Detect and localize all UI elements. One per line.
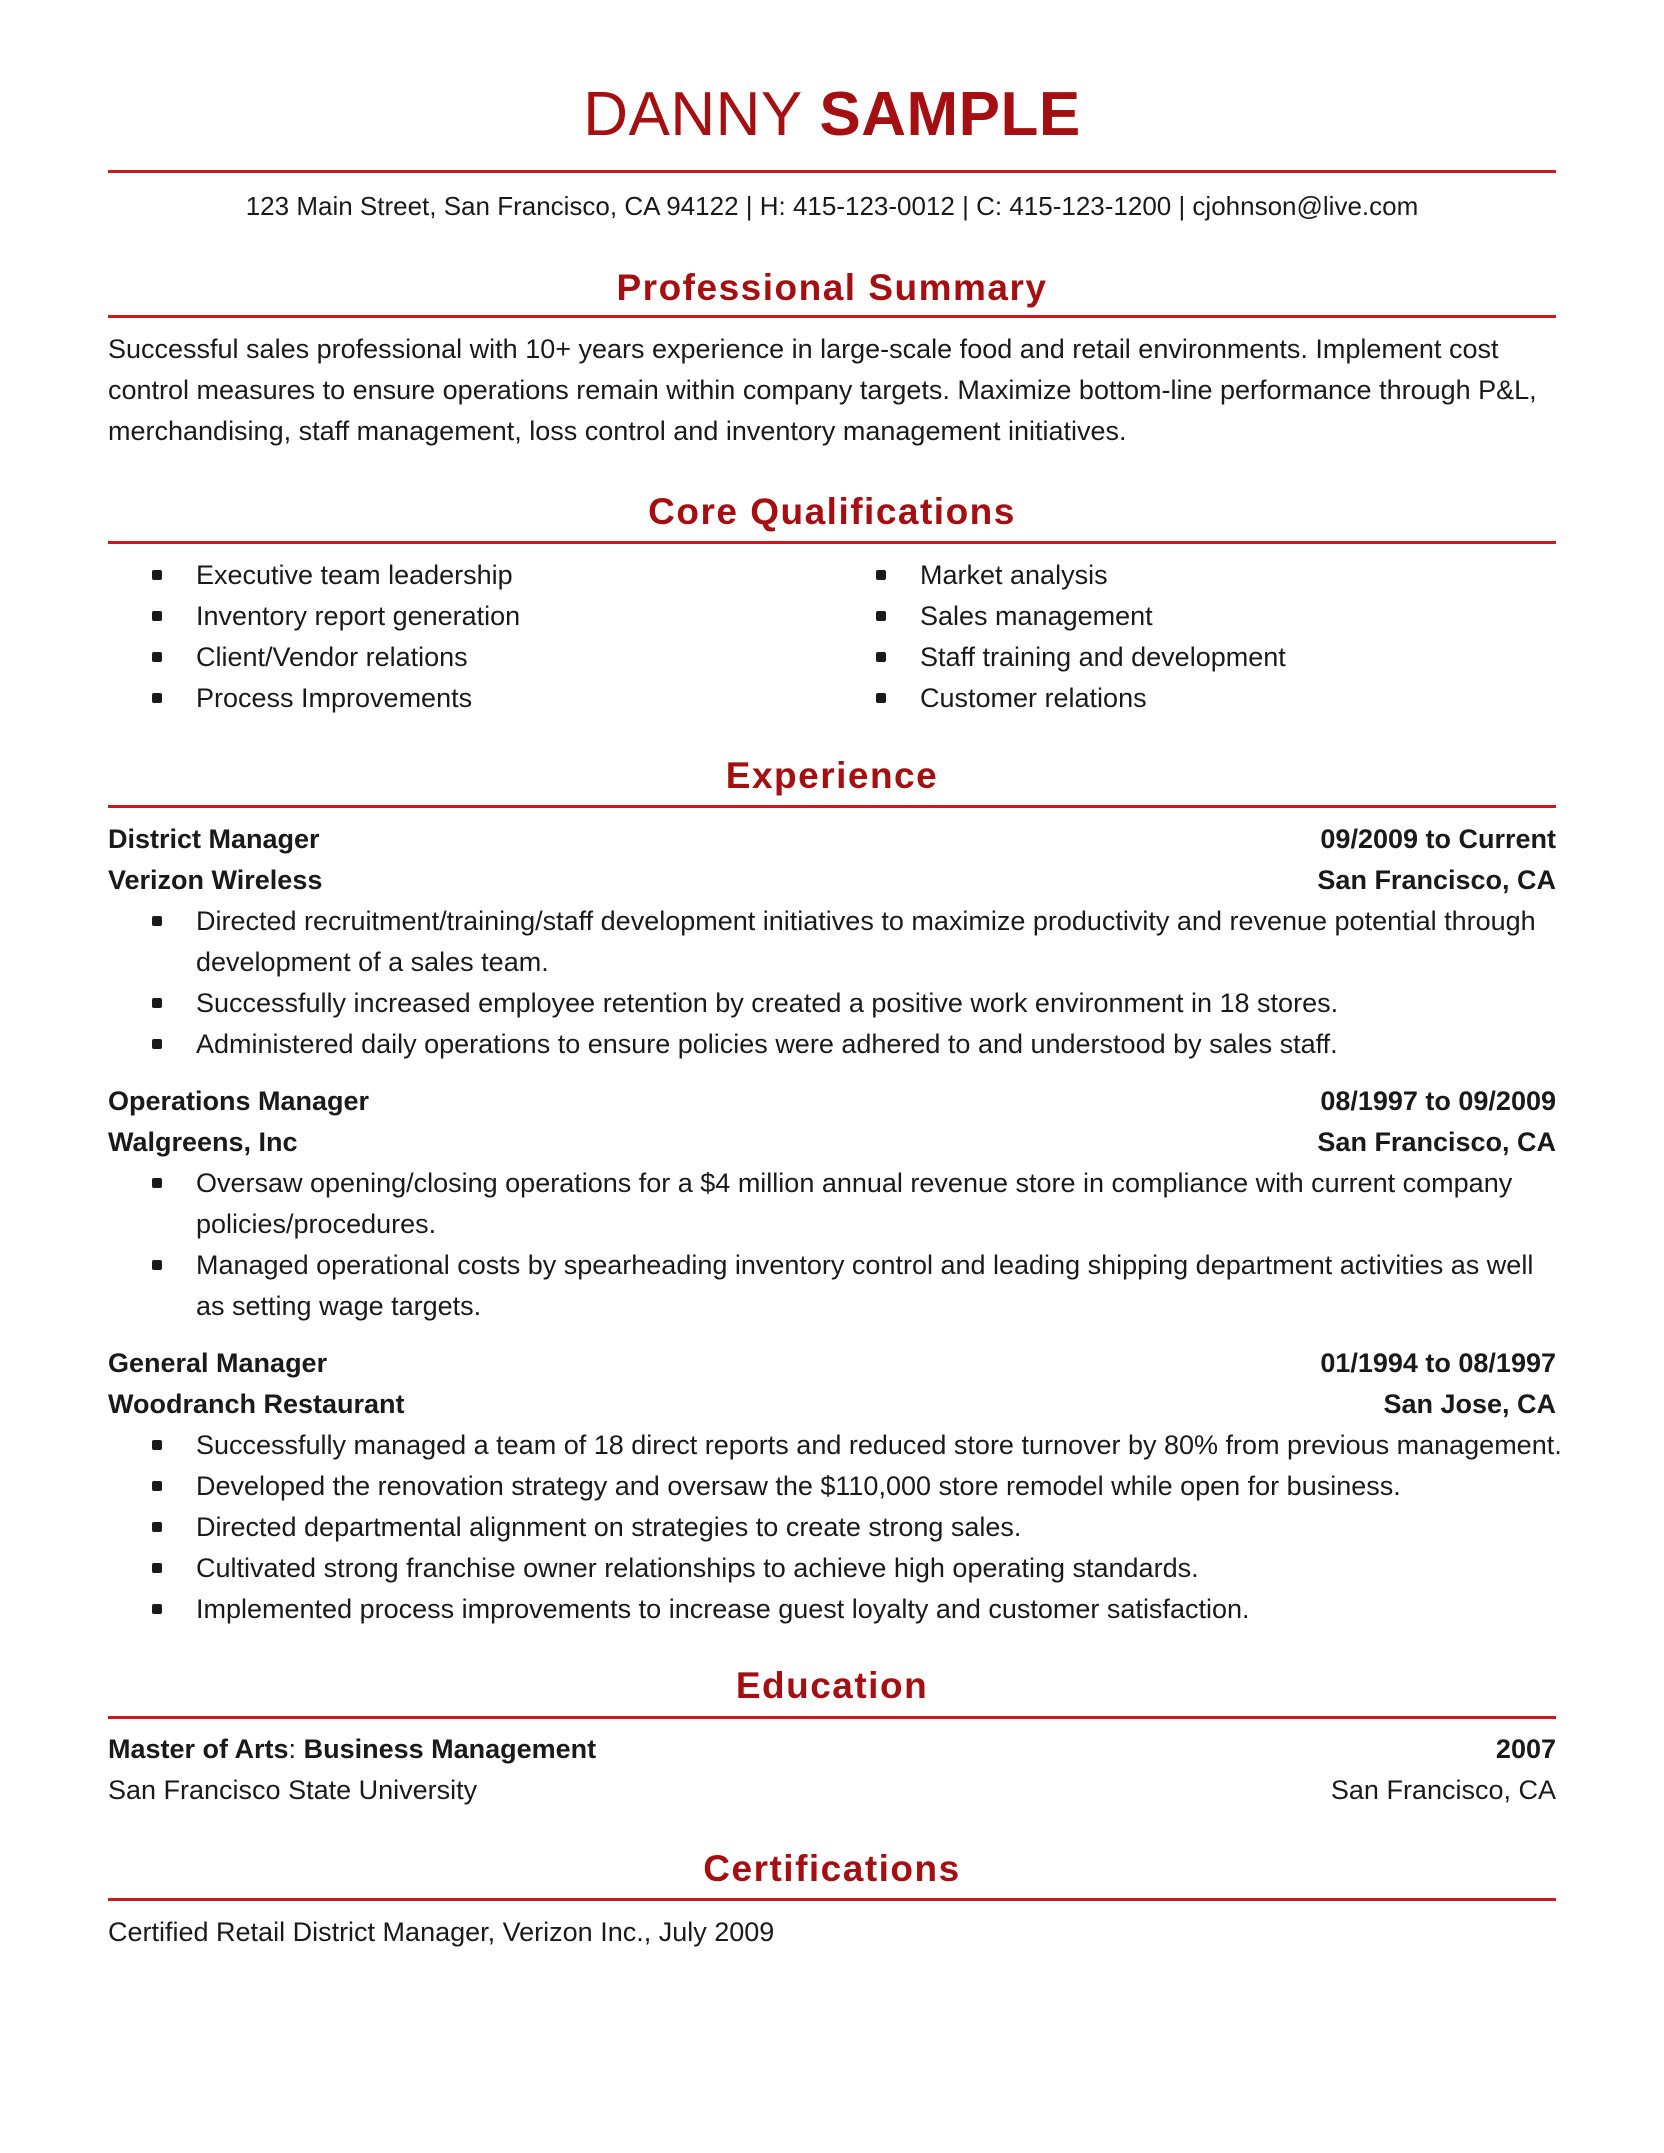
degree-separator: : (288, 1734, 297, 1764)
bullet-icon (152, 1481, 162, 1491)
bullet-icon (152, 693, 162, 703)
qualifications-heading: Core Qualifications (648, 491, 1016, 532)
job-dates: 08/1997 to 09/2009 (1320, 1086, 1556, 1116)
list-item: Successfully managed a team of 18 direct reports and reduced store turnover by 80% from previous management. (108, 1425, 1568, 1466)
experience-heading: Experience (725, 755, 939, 796)
job-location: San Jose, CA (1383, 1389, 1556, 1419)
list-item: Oversaw opening/closing operations for a $4 million annual revenue store in compliance with current company policies/procedures. (108, 1163, 1548, 1245)
degree-field: Business Management (303, 1734, 597, 1764)
bullet-icon (152, 570, 162, 580)
education-heading: Education (735, 1665, 929, 1706)
bullet-icon (152, 1563, 162, 1573)
bullet-icon (152, 916, 162, 926)
job-title: District Manager (108, 824, 320, 854)
degree: Master of Arts (108, 1734, 289, 1764)
list-item: Client/Vendor relations (108, 637, 828, 678)
summary-heading: Professional Summary (616, 267, 1048, 308)
summary-divider (108, 315, 1556, 318)
job-company-row (108, 1122, 1556, 1163)
list-item: Cultivated strong franchise owner relationships to achieve high operating standards. (108, 1548, 1568, 1589)
bullet-icon (152, 1260, 162, 1270)
graduation-year: 2007 (1495, 1734, 1556, 1764)
list-item: Directed recruitment/training/staff development initiatives to maximize productivity and revenue potential through development of a sales team. (108, 901, 1548, 983)
list-item: Market analysis (832, 555, 1556, 596)
job-title-row (108, 819, 1556, 860)
list-item: Customer relations (832, 678, 1556, 719)
list-item: Managed operational costs by spearheading inventory control and leading shipping department activities as well as setting wage targets. (108, 1245, 1548, 1327)
list-item: Administered daily operations to ensure policies were adhered to and understood by sales staff. (108, 1024, 1548, 1065)
job-title-row (108, 1081, 1556, 1122)
qualifications-right-list (832, 555, 1556, 719)
school-name: San Francisco State University (108, 1775, 478, 1805)
job-title: General Manager (108, 1348, 328, 1378)
list-item: Staff training and development (832, 637, 1556, 678)
job-title-row (108, 1343, 1556, 1384)
bullet-icon (152, 998, 162, 1008)
bullet-icon (876, 693, 886, 703)
job-company: Walgreens, Inc (108, 1127, 298, 1157)
education-degree-line (108, 1729, 596, 1770)
job-company: Verizon Wireless (108, 865, 323, 895)
job-location: San Francisco, CA (1317, 1127, 1556, 1157)
school-location: San Francisco, CA (1330, 1775, 1556, 1805)
list-item: Inventory report generation (108, 596, 828, 637)
bullet-icon (152, 1178, 162, 1188)
job-company: Woodranch Restaurant (108, 1389, 405, 1419)
certification-text: Certified Retail District Manager, Verizon Inc., July 2009 (108, 1917, 775, 1947)
education-degree-row (108, 1729, 1556, 1770)
contact-line: 123 Main Street, San Francisco, CA 94122 | H: 415-123-0012 | C: 415-123-1200 | cjohnson@live.com (245, 191, 1419, 221)
summary-text: Successful sales professional with 10+ years experience in large-scale food and retail environments. Implement cost control measures to ensure operations remain within company targets. Maximize bottom-line performance through P&L, merchandising, staff management, loss control and inventory management initiatives. (108, 334, 1537, 446)
bullet-icon (152, 1039, 162, 1049)
bullet-icon (152, 1604, 162, 1614)
bullet-icon (876, 611, 886, 621)
list-item: Successfully increased employee retention by created a positive work environment in 18 stores. (108, 983, 1548, 1024)
candidate-name (108, 78, 1556, 152)
bullet-icon (876, 570, 886, 580)
bullet-icon (152, 1522, 162, 1532)
list-item: Sales management (832, 596, 1556, 637)
job-location: San Francisco, CA (1317, 865, 1556, 895)
qualifications-divider (108, 541, 1556, 544)
last-name: SAMPLE (819, 80, 1081, 149)
list-item: Process Improvements (108, 678, 828, 719)
header-divider (108, 170, 1556, 173)
qualifications-left-list (108, 555, 828, 719)
education-divider (108, 1716, 1556, 1719)
list-item: Executive team leadership (108, 555, 828, 596)
job-dates: 09/2009 to Current (1320, 824, 1556, 854)
bullet-icon (876, 652, 886, 662)
job-company-row (108, 860, 1556, 901)
job-title: Operations Manager (108, 1086, 370, 1116)
job-bullets (108, 901, 1548, 1065)
job-bullets (108, 1163, 1548, 1327)
experience-divider (108, 805, 1556, 808)
bullet-icon (152, 652, 162, 662)
job-company-row (108, 1384, 1556, 1425)
certifications-divider (108, 1898, 1556, 1901)
list-item: Developed the renovation strategy and oversaw the $110,000 store remodel while open for business. (108, 1466, 1568, 1507)
job-dates: 01/1994 to 08/1997 (1320, 1348, 1556, 1378)
bullet-icon (152, 611, 162, 621)
education-school-row (108, 1770, 1556, 1811)
bullet-icon (152, 1440, 162, 1450)
first-name: DANNY (583, 80, 802, 149)
certifications-heading: Certifications (703, 1848, 961, 1889)
list-item: Directed departmental alignment on strategies to create strong sales. (108, 1507, 1568, 1548)
list-item: Implemented process improvements to increase guest loyalty and customer satisfaction. (108, 1589, 1568, 1630)
job-bullets (108, 1425, 1568, 1630)
